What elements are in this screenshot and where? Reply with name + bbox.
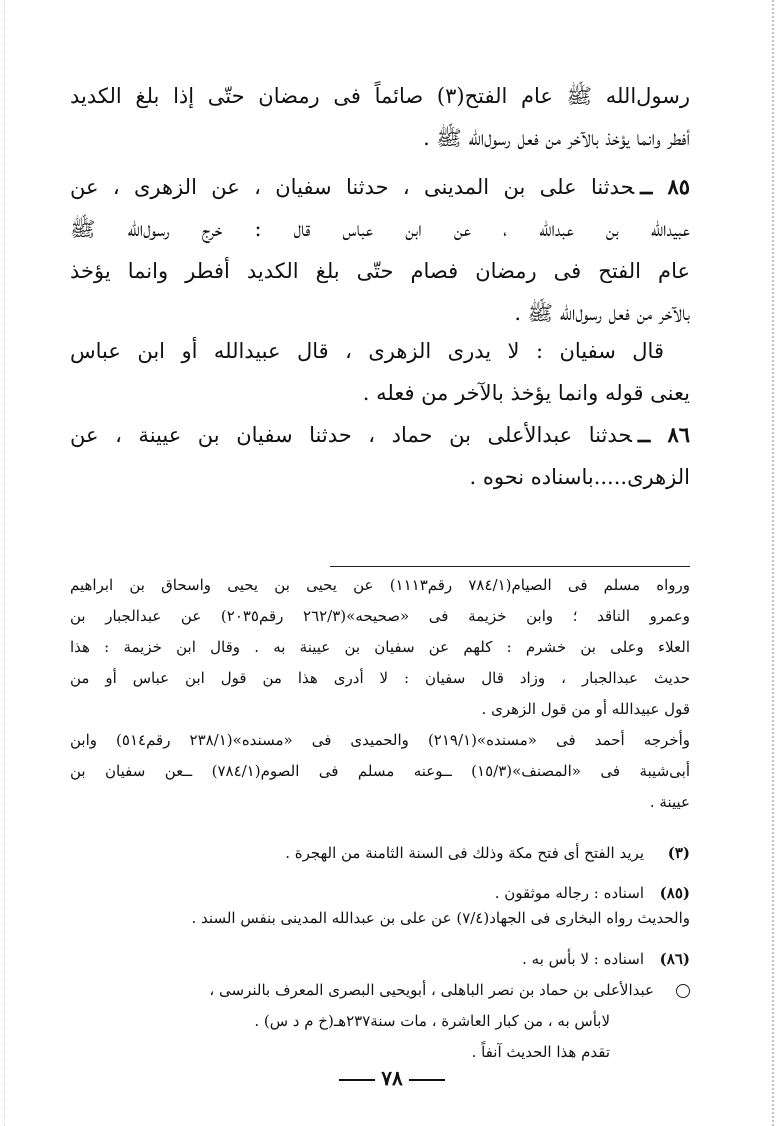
footnote-takhrij xyxy=(70,570,690,818)
footnote-line: حديث عبدالجبار ، وزاد قال سفيان : لا أدرى هذا من قول ابن عباس أو من xyxy=(70,669,690,687)
text-line: عبيدالله بن عبدالله ، عن ابن عباس قال : خرج رسول‌الله ﷺ xyxy=(70,217,690,241)
footnote-marker: (٨٦) xyxy=(659,950,690,968)
footnote-line: قول عبيدالله أو من قول الزهرى . xyxy=(481,700,690,718)
footnote-text: يريد الفتح أى فتح مكة وذلك فى السنة الثامنة من الهجرة . xyxy=(285,844,644,862)
footnote-text: اسناده : رجاله موثقون . xyxy=(494,884,644,902)
footnote-86 xyxy=(70,944,690,1068)
footnote-line: ورواه مسلم فى الصيام(٧٨٤/١ رقم١١١٣) عن يحيى بن يحيى واسحاق بن ابراهيم xyxy=(70,576,690,594)
text-line: رسول‌الله ﷺ عام الفتح(٣) صائماً فى رمضان حتّى إذا بلغ الكديد xyxy=(70,84,690,108)
footnote-divider xyxy=(330,566,690,567)
circle-bullet-icon xyxy=(676,984,690,998)
footnote-line: والحديث رواه البخارى فى الجهاد(٧/٤) عن على بن عبدالله المدينى بنفس السند . xyxy=(191,909,690,927)
footnote-85 xyxy=(70,878,690,934)
footnote-text: اسناده : لا بأس به . xyxy=(522,950,644,968)
narrator-bio-line: عبدالأعلى بن حماد بن نصر الباهلى ، أبويحيى البصرى المعرف بالنرسى ، xyxy=(209,981,654,999)
main-text-continuation xyxy=(70,75,690,159)
footnote-line: عيينة . xyxy=(649,793,690,811)
text-line: حدثنا عبدالأعلى بن حماد ، حدثنا سفيان بن عيينة ، عن xyxy=(70,423,632,447)
footnote-marker: (٨٥) xyxy=(659,884,690,902)
footnote-line: العلاء وعلى بن خشرم : كلهم عن سفيان بن عيينة به . وقال ابن خزيمة : هذا xyxy=(70,638,690,656)
narrator-bio-line: لابأس به ، من كبار العاشرة ، مات سنة٢٣٧هـ(خ م د س) . xyxy=(254,1012,610,1030)
hadith-number: ٨٥ ــ xyxy=(640,174,690,199)
page-edge-right xyxy=(770,0,774,1126)
text-line: قال سفيان : لا يدرى الزهرى ، قال عبيدالله أو ابن عباس xyxy=(70,339,664,363)
page-number-text: ٧٨ xyxy=(381,1066,403,1090)
text-line: بالآخر من فعل رسول‌الله ﷺ . xyxy=(514,301,690,325)
footnote-line: وعمرو الناقد ؛ وابن خزيمة فى «صحيحه»(٢٦٢/٣ رقم٢٠٣٥) عن عبدالجبار بن xyxy=(70,607,690,625)
footnote-marker: (٣) xyxy=(667,844,690,862)
footnote-3 xyxy=(70,838,690,869)
page-number-dash xyxy=(339,1079,375,1081)
page-number xyxy=(0,1066,784,1090)
hadith-85 xyxy=(70,166,690,334)
footnote-line: وأخرجه أحمد فى «مسنده»(٢١٩/١) والحميدى فى «مسنده»(٢٣٨/١ رقم٥١٤) وابن xyxy=(70,731,690,749)
text-line: يعنى قوله وانما يؤخذ بالآخر من فعله . xyxy=(362,381,690,405)
footnote-line: أبى‌شيبة فى «المصنف»(١٥/٣) ــوعنه مسلم فى الصوم(٧٨٤/١) ــعن سفيان بن xyxy=(70,762,690,780)
sufyan-comment xyxy=(70,330,690,414)
text-line: الزهرى.....باسناده نحوه . xyxy=(469,465,690,489)
text-line: أفطر وانما يؤخذ بالآخر من فعل رسول‌الله ﷺ . xyxy=(423,126,690,150)
text-line: حدثنا على بن المدينى ، حدثنا سفيان ، عن الزهرى ، عن xyxy=(70,175,635,199)
page-number-dash xyxy=(409,1079,445,1081)
narrator-bio-line: تقدم هذا الحديث آنفاً . xyxy=(471,1043,610,1061)
hadith-number: ٨٦ ــ xyxy=(637,422,690,447)
text-line: عام الفتح فى رمضان فصام حتّى بلغ الكديد أفطر وانما يؤخذ xyxy=(70,259,690,283)
hadith-86 xyxy=(70,414,690,498)
page-edge-left xyxy=(4,0,6,1126)
